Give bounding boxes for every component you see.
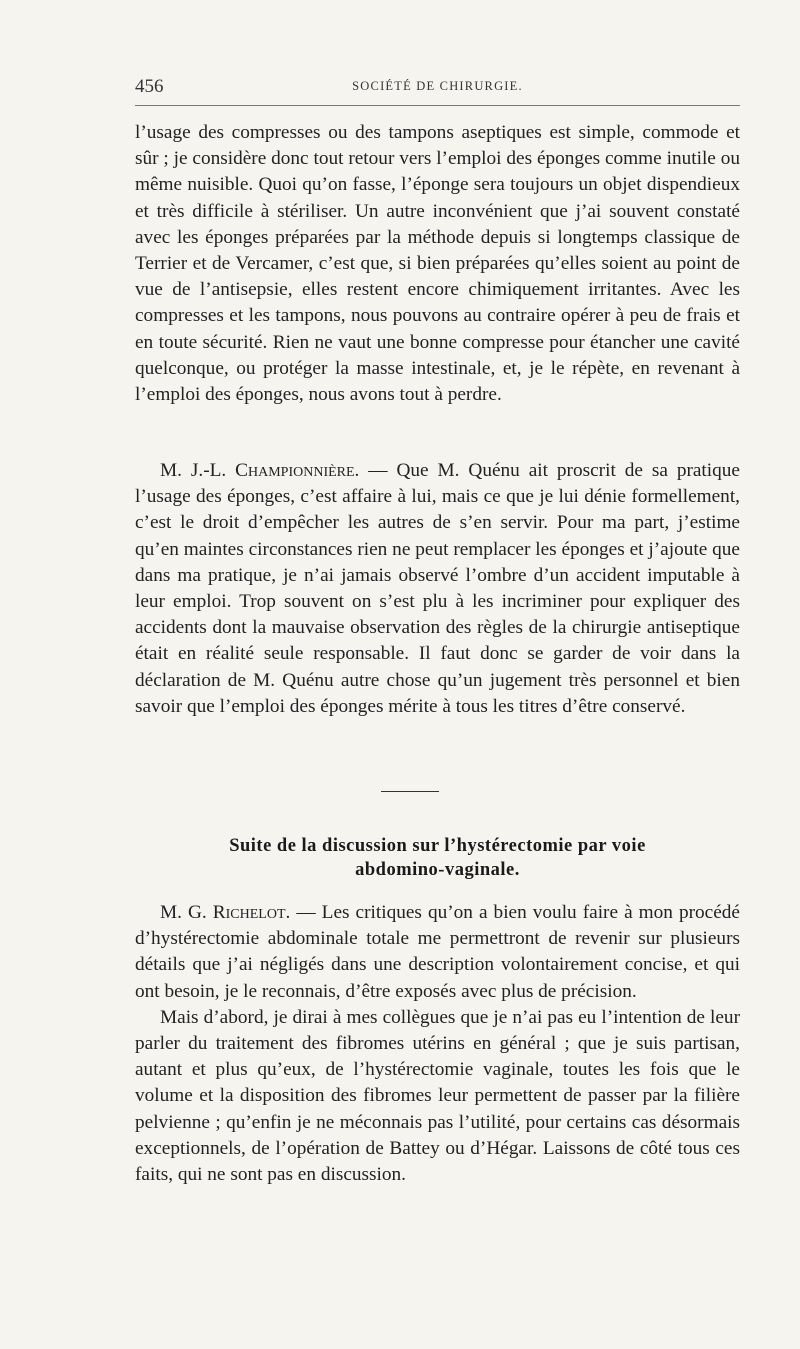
paragraph-text: l’usage des compresses ou des tampons aseptiques est simple, commode et sûr ; je considère donc tout retour vers l’emploi des éponges comme inutile ou même nuisible. Quoi qu’on fasse, l’éponge sera toujours un objet dispendieux et très difficile à stériliser. Un autre inconvénient que j’ai souvent constaté avec les éponges préparées par la méthode depuis si longtemps classique de Terrier et de Vercamer, c’est que, si bien préparées qu’elles soient au point de vue de l’antisepsie, elles restent encore chimiquement irritantes. Avec les compresses et les tampons, nous pouvons au contraire opérer à peu de frais et en toute sécurité. Rien ne vaut une bonne compresse pour étancher une cavité quelconque, ou protéger la masse intestinale, et, je le répète, en revenant à l’emploi des éponges, nous avons tout à perdre. (135, 122, 740, 406)
paragraph-text-continued: Mais d’abord, je dirai à mes collègues que je n’ai pas eu l’intention de leur parler du traitement des fibromes utérins en général ; que je suis partisan, autant et plus qu’eux, de l’hystérectomie vaginale, toutes les fois que le volume et la disposition des fibromes leur permettent de passer par la filière pelvienne ; qu’enfin je ne méconnais pas l’utilité, pour certains cas désormais exceptionnels, de l’opération de Battey ou d’Hégar. Laissons de côté tous ces faits, qui ne sont pas en discussion. (135, 1006, 740, 1186)
speaker-name: M. J.-L. Championnière. (160, 460, 360, 481)
section-title-line-1: Suite de la discussion sur l’hystérectomie par voie (229, 836, 646, 856)
section-title (135, 834, 740, 882)
section-title-line-2: abdomino-vaginale. (355, 860, 520, 880)
page-number: 456 (135, 76, 164, 97)
header-rule (135, 105, 740, 106)
paragraph-text: — Les critiques qu’on a bien voulu faire à mon procédé d’hystérectomie abdominale totale me permettront de revenir sur plusieurs détails que j’ai négligés dans une description volontairement concise, et qui ont besoin, je le reconnais, d’être exposés avec plus de précision. (135, 902, 740, 1002)
paragraph-text: — Que M. Quénu ait proscrit de sa pratique l’usage des éponges, c’est affaire à lui, mais ce que je lui dénie formellement, c’est le droit d’empêcher les autres de s’en servir. Pour ma part, j’estime qu’en maintes circonstances rien ne peut remplacer les éponges et j’ajoute que dans ma pratique, je n’ai jamais observé l’ombre d’un accident imputable à leur emploi. Trop souvent on s’est plu à les incriminer pour expliquer des accidents dont la mauvaise observation des règles de la chirurgie antiseptique était en réalité seule responsable. Il faut donc se garder de voir dans la déclaration de M. Quénu autre chose qu’un jugement très personnel et bien savoir que l’emploi des éponges mérite à tous les titres d’être conservé. (135, 460, 740, 717)
paragraph-championniere (135, 458, 740, 720)
running-head: SOCIÉTÉ DE CHIRURGIE. (352, 79, 523, 93)
paragraph-richelot (135, 900, 740, 1188)
speaker-name: M. G. Richelot. (160, 902, 291, 923)
section-separator (381, 791, 439, 792)
paragraph-sponges-conclusion (135, 120, 740, 408)
page-header (135, 76, 740, 100)
